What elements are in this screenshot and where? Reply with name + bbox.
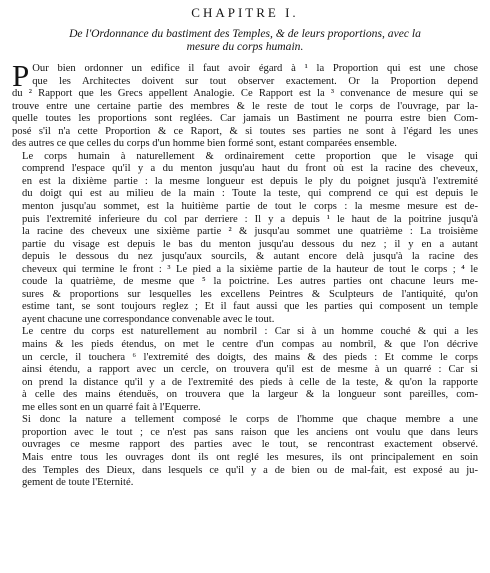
text-line: cheveux qui termine le front : ³ Le pied a la sixième partie de la hauteur de tout le corps ; ⁴ le (22, 263, 478, 275)
text-line: un cercle, il touchera ⁶ l'extremité des doigts, des mains & des pieds : Et comme le corps (22, 351, 478, 363)
text-line: quelle toutes les proportions sont reglées. Car jamais un Bastiment ne pourra estre bien Com- (12, 113, 478, 125)
document-body (12, 58, 478, 490)
text-line: on prend la distance qu'il y a de l'extremité des pieds à celle de la teste, & qu'on la rapporte (22, 376, 478, 388)
paragraph (12, 326, 478, 414)
text-line: depuis le dessous du nez jusqu'aux sourcils, & autant encore delà jusqu'à la racine des (22, 251, 478, 263)
text-line: gement de toute l'Eternité. (22, 477, 134, 489)
text-line: me elles sont en un quarré fait à l'Equerre. (22, 401, 201, 413)
text-line: puis l'extremité inferieure du col par derriere : Il y a depuis ¹ le haut de la poitrine jusqu'à (22, 213, 478, 225)
paragraph (12, 414, 478, 489)
text-line: menton jusqu'au sommet, est la huitième partie de tout le corps : la mesme mesure est de- (22, 201, 478, 213)
text-line: posé s'il n'a cette Proportion & ce Raport, & si toutes ses parties ne sont à l'égard les unes (12, 125, 478, 137)
text-line: trouve entre une certaine partie des membres & le reste de tout le corps de l'ouvrage, par la- (12, 100, 478, 112)
text-line: en est la dixième partie : la mesme longueur est depuis le ply du poignet jusqu'à l'extremité (22, 175, 478, 187)
text-line: Our bien ordonner un edifice il faut avoir égard à ¹ la Proportion qui est une chose (32, 63, 478, 74)
drop-cap: P (12, 58, 30, 93)
subtitle-line: De l'Ordonnance du bastiment des Temples, & de leurs proportions, avec la (69, 27, 421, 40)
text-line: que les Architectes doivent sur tout observer exactement. Or la Proportion depend (32, 75, 478, 87)
text-line: des Temples des Dieux, dans lesquels ce qu'il y a de bien ou de mal-fait, est exposé au ju- (22, 464, 478, 476)
text-line: ouvrages ce mesme rapport des parties avec le tout, se rencontrast exactement observé. (22, 439, 478, 451)
text-line: ainsi étendu, a rapport avec un cercle, on trouvera qu'il est de mesme à un quarré : Car si (22, 364, 478, 376)
text-line: Le corps humain à naturellement & ordinairement cette proportion que le visage qui (22, 150, 478, 162)
chapter-heading: CHAPITRE I. (191, 5, 299, 20)
text-line: sures & proportions sur lesquelles les excellens Peintres & Sculpteurs de l'antiquité, qu'on (22, 288, 478, 300)
text-line: du doigt qui est au milieu de la main : Toute la teste, qui comprend ce qui est depuis le (22, 188, 478, 200)
text-line: à celle des mains étenduës, on trouvera que la largeur & la longueur sont pareilles, com- (22, 389, 478, 401)
text-line: Le centre du corps est naturellement au nombril : Car si à un homme couché & qui a les (22, 326, 478, 338)
text-line: Mais entre tous les ouvrages dont ils ont reglé les mesures, ils ont principalement en soin (22, 451, 478, 463)
text-line: partie du visage est depuis le bas du menton jusqu'au dessous du nez ; il y en a autant (22, 238, 478, 250)
text-line: mains & les pieds étendus, on met le centre d'un compas au nombril, & que l'on décrive (22, 339, 478, 351)
text-line: estime tant, se sont toujours reglez ; Et il faut aussi que les parties qui composent un temple (22, 301, 478, 313)
text-line: des autres ce que celles du corps d'un homme bien formé sont, estant comparées ensemble. (12, 138, 397, 150)
text-line: la racine des cheveux une sixième partie ² & jusqu'au sommet une quatrième : La troisième (22, 226, 478, 238)
paragraph (12, 151, 478, 327)
text-line: proportion avec le tout ; ce n'est pas sans raison que les anciens ont voulu que dans leurs (22, 426, 478, 438)
text-line: coude la quatrième, de mesme que ⁵ la poictrine. Les autres parties ont chacune leurs me- (22, 276, 478, 288)
text-line: Si donc la nature a tellement composé le corps de l'homme que chaque membre a une (22, 414, 478, 426)
text-line: comprend l'espace qu'il y a du menton jusqu'au haut du front où est la racine des cheveux, (22, 163, 478, 175)
text-line: du ² Rapport que les Grecs appellent Analogie. Ce Rapport est la ³ convenance de mesure qui se (12, 88, 478, 100)
paragraph (12, 58, 478, 151)
subtitle-line: mesure du corps humain. (186, 40, 304, 53)
chapter-subtitle (12, 27, 478, 53)
text-line: ayent chacune une correspondance convenable avec le tout. (22, 313, 275, 325)
